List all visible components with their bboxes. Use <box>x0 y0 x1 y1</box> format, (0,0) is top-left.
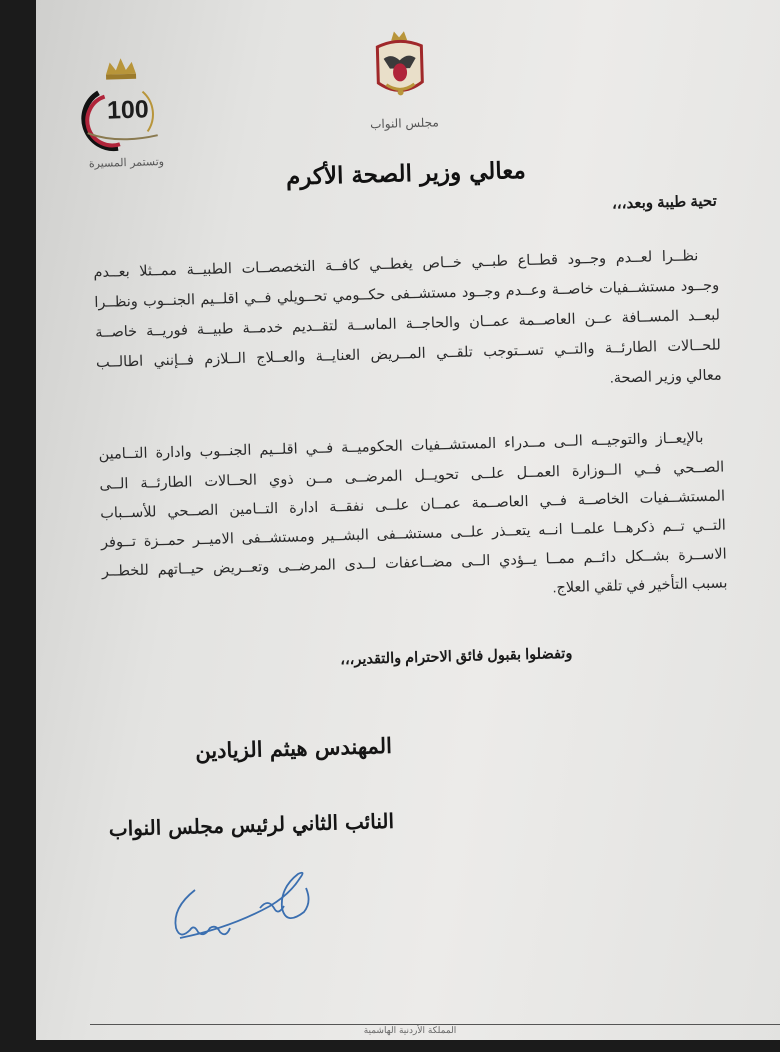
paragraph-line: نظــرا لعــدم وجــود قطــاع طبــي خــاص يغطــي كافــة التخصصــات الطبيــة ممــثلا بعــدم <box>93 248 699 282</box>
handwritten-signature <box>160 868 320 948</box>
paragraph-line: الاســرة بشــكل دائــم ممــا يــؤدي الــى مضــاعفات لــدى المرضــى وتعــريض حيــاتهم للخطــر <box>101 546 727 580</box>
greeting: تحية طيبة وبعد،،، <box>611 192 718 213</box>
paragraph-line: معالي وزير الصحة. <box>609 367 722 387</box>
signer-name: المهندس هيثم الزيادين <box>194 732 393 764</box>
centennial-slogan: وتستمر المسيرة <box>88 155 165 171</box>
footer-text: المملكة الأردنية الهاشمية <box>363 1026 457 1036</box>
paragraph-line: الصــحي فــي الــوزارة العمــل علــى تحويــل المرضــى مــن ذوي الحــالات الطارئــة الــى <box>99 459 725 493</box>
addressee-heading: معالي وزير الصحة الأكرم <box>285 156 527 191</box>
paragraph-line: لبعــد المســافة عــن العاصــمة عمــان والحاجــة الماســة لتقــديم خدمــة طبيــة فوريــة خاصــة <box>94 307 721 342</box>
paragraph-line: بالإيعــاز والتوجيــه الــى مــدراء المستشــفيات الحكوميــة فــي اقلــيم الجنــوب وادارة التــامين <box>98 430 704 463</box>
paragraph-line: المستشــفيات الخاصــة فــي العاصــمة عمــان علــى نفقــة ادارة التــامين الصــحي للأســباب <box>100 488 726 522</box>
centennial-logo <box>75 51 168 153</box>
paragraph-line: بسبب التأخير في تلقي العلاج. <box>552 575 728 597</box>
paragraph-line: وجــود مستشــفيات خاصــة وعــدم وجــود مستشــفى حكــومي تحــويلي فــي اقلــيم الجنــوب ونظــرا <box>94 277 720 312</box>
paragraph-line: للحــالات الطارئــة والتــي تســتوجب تلقــي المــريض العنايــة والعــلاج الــلازم فــإنني اطالــب <box>95 337 722 371</box>
paragraph-line: التــي تــم ذكرهــا علمــا انــه يتعــذر علــى مستشــفى البشــير ومستشــفى الاميــر حمــزة تــوفر <box>100 517 727 551</box>
signer-title: النائب الثاني لرئيس مجلس النواب <box>108 808 395 841</box>
footer-divider <box>90 1024 780 1025</box>
organization-name: مجلس النواب <box>369 115 440 132</box>
closing-line: وتفضلوا بقبول فائق الاحترام والتقدير،،، <box>340 645 573 669</box>
coat-of-arms-icon <box>369 28 431 102</box>
coat-of-arms-emblem <box>369 28 431 102</box>
centennial-number: 100 <box>106 95 150 125</box>
